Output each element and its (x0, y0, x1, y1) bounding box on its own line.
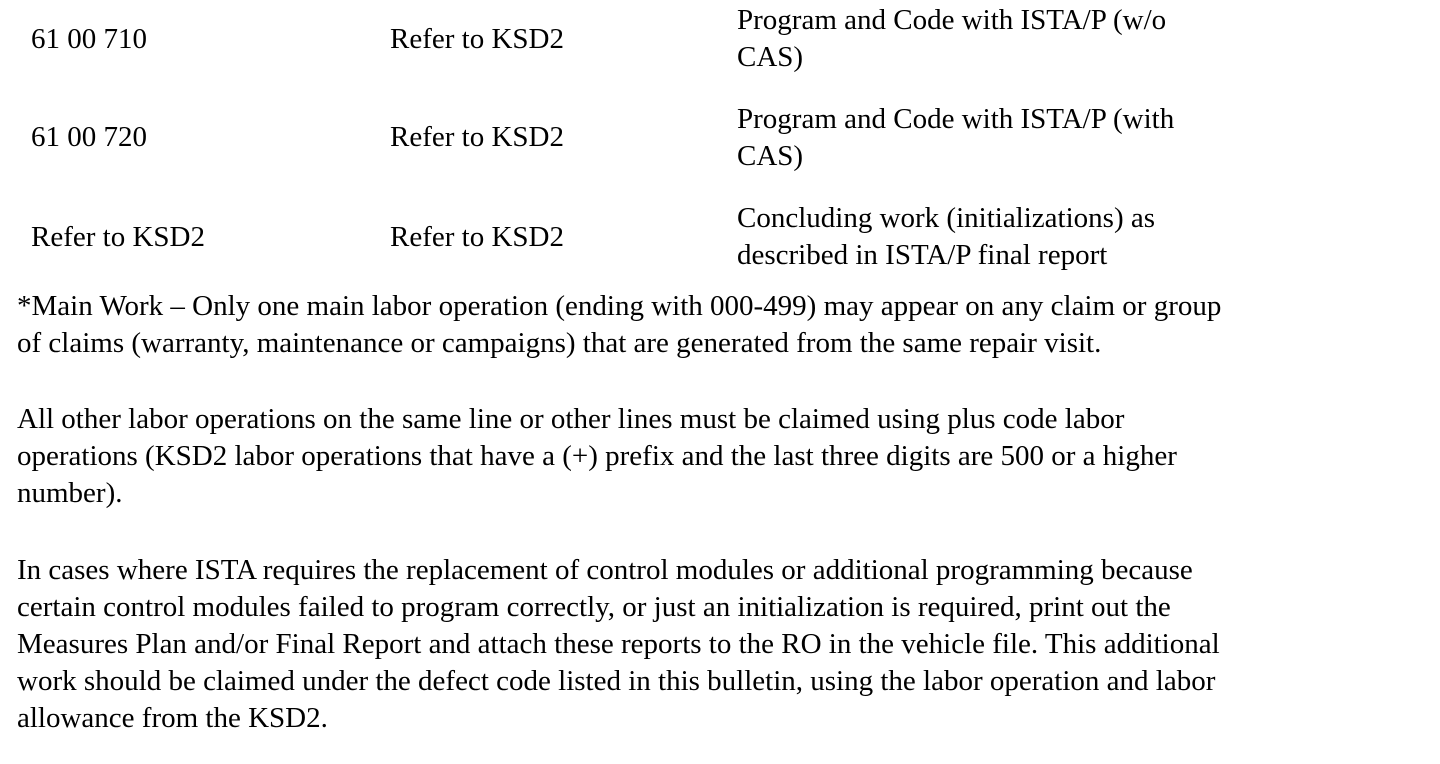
table-row (0, 2, 1440, 82)
main-work-note (17, 288, 1432, 362)
table-row (0, 101, 1440, 181)
operation-description (737, 101, 1277, 175)
operation-description (737, 200, 1277, 274)
paragraph-line: *Main Work – Only one main labor operation (ending with 000-499) may appear on any claim or group (17, 290, 1222, 322)
labor-allowance: Refer to KSD2 (390, 121, 564, 153)
ista-replacement-paragraph (17, 552, 1432, 737)
paragraph-line: work should be claimed under the defect code listed in this bulletin, using the labor operation and labor (17, 665, 1216, 697)
plus-code-paragraph (17, 401, 1432, 512)
paragraph-line: allowance from the KSD2. (17, 702, 328, 734)
description-line: Concluding work (initializations) as (737, 202, 1156, 234)
description-line: CAS) (737, 140, 804, 172)
labor-operation-code: 61 00 720 (31, 121, 147, 153)
paragraph-line: In cases where ISTA requires the replacement of control modules or additional programming because (17, 554, 1193, 586)
paragraph-line: certain control modules failed to program correctly, or just an initialization is required, print out the (17, 591, 1171, 623)
description-line: CAS) (737, 41, 804, 73)
description-line: described in ISTA/P final report (737, 239, 1108, 271)
labor-allowance: Refer to KSD2 (390, 221, 564, 253)
table-row (0, 200, 1440, 280)
paragraph-line: All other labor operations on the same line or other lines must be claimed using plus code labor (17, 403, 1125, 435)
labor-operation-code: Refer to KSD2 (31, 221, 205, 253)
operation-description (737, 2, 1277, 76)
labor-allowance: Refer to KSD2 (390, 23, 564, 55)
labor-operation-code: 61 00 710 (31, 23, 147, 55)
paragraph-line: number). (17, 477, 123, 509)
description-line: Program and Code with ISTA/P (w/o (737, 4, 1167, 36)
paragraph-line: Measures Plan and/or Final Report and attach these reports to the RO in the vehicle file. This additional (17, 628, 1220, 660)
description-line: Program and Code with ISTA/P (with (737, 103, 1175, 135)
paragraph-line: operations (KSD2 labor operations that have a (+) prefix and the last three digits are 500 or a higher (17, 440, 1177, 472)
paragraph-line: of claims (warranty, maintenance or campaigns) that are generated from the same repair visit. (17, 327, 1102, 359)
